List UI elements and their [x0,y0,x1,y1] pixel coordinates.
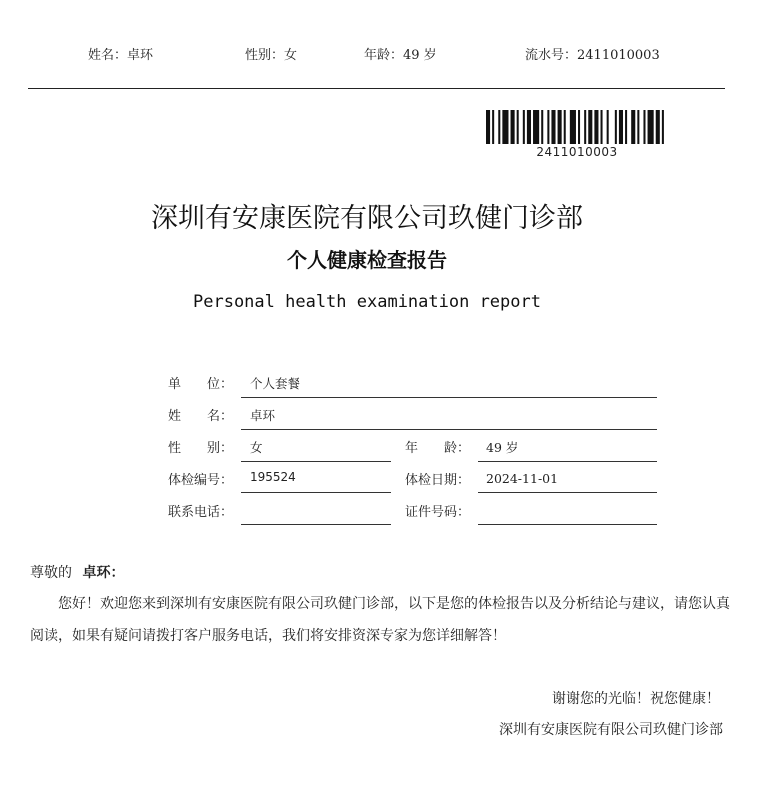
salutation: 尊敬的 [30,565,72,581]
report-title-en: Personal health examination report [193,292,541,312]
id-underline [478,524,657,525]
age-label: 年 龄： [405,441,471,456]
phone-label: 联系电话： [168,505,234,520]
gender-label: 性 别： [168,441,234,456]
age-value: 49 岁 [486,440,519,455]
unit-label: 单 位： [168,377,234,392]
barcode-number: 2411010003 [536,145,618,159]
exam-date-label: 体检日期： [405,473,471,488]
header-serial: 流水号：2411010003 [525,48,660,63]
name-underline [241,429,657,430]
header-age: 年龄：49 岁 [364,48,437,63]
header-gender: 性别：女 [245,48,298,63]
id-label: 证件号码： [405,505,471,520]
header-name: 姓名：卓环 [88,48,154,63]
gender-underline [241,461,391,462]
unit-underline [241,397,657,398]
exam-date-value: 2024-11-01 [486,471,559,486]
name-label: 姓 名： [168,409,234,424]
gender-value: 女 [250,440,263,455]
exam-no-label: 体检编号： [168,473,234,488]
exam-no-underline [241,492,391,493]
report-title-zh: 个人健康检查报告 [287,248,447,272]
age-underline [478,461,657,462]
signature-line: 深圳有安康医院有限公司玖健门诊部 [499,722,723,738]
unit-value: 个人套餐 [250,376,301,391]
clinic-title: 深圳有安康医院有限公司玖健门诊部 [151,203,583,234]
exam-date-underline [478,492,657,493]
thanks-line: 谢谢您的光临！祝您健康！ [552,691,720,707]
exam-no-value: 195524 [250,470,296,484]
letter-body: 您好！欢迎您来到深圳有安康医院有限公司玖健门诊部，以下是您的体检报告以及分析结论与建议，请您认真阅读，如果有疑问请拨打客户服务电话，我们将安排资深专家为您详细解答！ [30,596,730,644]
salutation-line [30,562,124,582]
recipient-name: 卓环： [82,565,125,581]
phone-underline [241,524,391,525]
name-value: 卓环 [250,408,276,423]
header-divider [28,88,725,89]
barcode-image [486,110,668,144]
